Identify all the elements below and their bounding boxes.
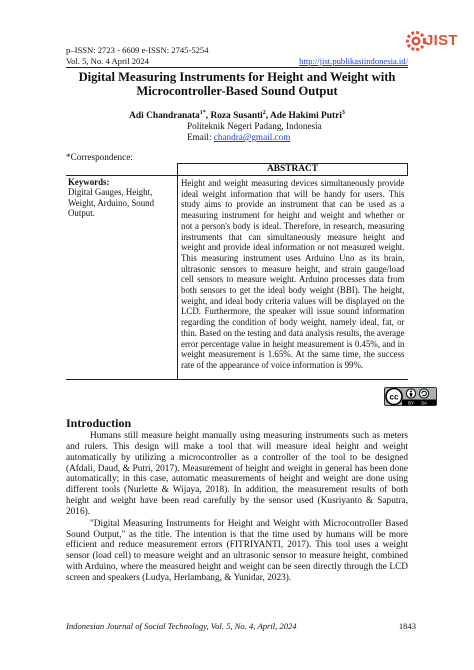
journal-logo <box>405 30 465 52</box>
affiliation: Politeknik Negeri Padang, Indonesia <box>187 121 322 131</box>
introduction-heading: Introduction <box>66 416 132 430</box>
correspondence-label: *Correspondence: <box>66 152 133 162</box>
email-label: Email: <box>187 132 214 142</box>
abstract-heading: ABSTRACT <box>178 164 408 176</box>
email-link[interactable]: chandra@gmail.com <box>213 132 291 142</box>
email-line <box>187 132 347 143</box>
logo-text: JIST <box>425 32 458 49</box>
introduction-paragraph-2: "Digital Measuring Instruments for Height and Weight with Microcontroller Based Sound Output," as the title. The intention is that the time used by humans will be more efficient and reduce measurement errors (FITRIYANTI, 2017). This tool uses a weight sensor (load cell) to measure weight and an ultrasonic sensor to measure height, combined with Arduino, where the measured height and weight can be seen directly through the LCD screen and speakers (Ludya, Herlambang, & Yunidar, 2023). <box>66 518 408 583</box>
keywords-text: Digital Gauges, Height, Weight, Arduino, Sound Output. <box>68 187 155 219</box>
footer-journal-citation: Indonesian Journal of Social Technology, Vol. 5, No. 4, April, 2024 <box>66 621 297 631</box>
volume-line: Vol. 5, No. 4 April 2024 <box>66 56 149 66</box>
introduction-paragraph-1: Humans still measure height manually using measuring instruments such as meters and rulers. This design will make a tool that will measure ideal height and weight automatically by utilizing a microcontroller as a controller of the tool to be designed (Afdali, Daud, & Putri, 2017). Measurement of height and weight in general has been done automatically; in this case, automatic measurements of height and weight are done using different tools (Nurlette & Wijaya, 2018). In addition, the measurement results of both height and weight have been read carefully by the sensor used (Kusriyanto & Saputra, 2016). <box>66 431 408 517</box>
title-line-2: Microcontroller-Based Sound Output <box>136 84 338 98</box>
keywords-label: Keywords: <box>68 177 110 187</box>
author-1-sup: 1* <box>199 110 206 116</box>
title-line-1: Digital Measuring Instruments for Height and Weight with <box>78 70 396 84</box>
cc-label: cc <box>389 392 399 402</box>
introduction-body <box>66 431 408 584</box>
author-1: Adi Chandranata <box>129 111 200 122</box>
footer-page-number: 1843 <box>398 621 416 631</box>
author-2: , Roza Susanti <box>205 111 263 122</box>
author-2-sup: 2 <box>262 110 266 116</box>
keywords-cell <box>66 176 178 380</box>
page-footer <box>66 621 416 631</box>
cc-by-sa-license-icon[interactable] <box>384 387 437 406</box>
abstract-body: Height and weight measuring devices simultaneously provide ideal weight information that will be handy for users. This study aims to provide an instrument that can be used as a measuring instrument for height and weight and whether or not a person's body is ideal. Therefore, in research, measuring instruments that can simultaneously measure height and weight and provide ideal information or not measured weight. This measuring instrument uses Arduino Uno as its brain, ultrasonic sensors to measure height, and strain gauge/load cell sensors to measure weight. Arduino processes data from both sensors to get the ideal body weight (BBI). The height, weight, and ideal body criteria values will be displayed on the LCD. Furthermore, the speaker will issue sound information regarding the condition of body weight, namely ideal, fat, or thin. Based on the testing and data analysis results, the average error percentage value in height measurement is 0.45%, and in weight measurement is 1.65%. At the same time, the success rate of the appearance of voice information is 99%. <box>178 176 408 380</box>
author-3-sup: 3 <box>341 110 345 116</box>
abstract-bottom-rule <box>66 379 408 380</box>
journal-url-link[interactable]: http://jist.publikasiindonesia.id/ <box>299 56 408 66</box>
cc-by-label: BY <box>408 400 414 406</box>
abstract-corner-cell <box>66 164 178 176</box>
header-rule <box>66 67 408 68</box>
paper-title <box>66 70 408 98</box>
issn-line: p–ISSN: 2723 - 6609 e-ISSN: 2745-5254 <box>66 45 209 55</box>
cc-sa-label: SA <box>421 400 427 406</box>
logo-gear-icon <box>405 30 427 52</box>
abstract-table <box>66 163 408 379</box>
author-3: , Ade Hakimi Putri <box>265 111 342 122</box>
